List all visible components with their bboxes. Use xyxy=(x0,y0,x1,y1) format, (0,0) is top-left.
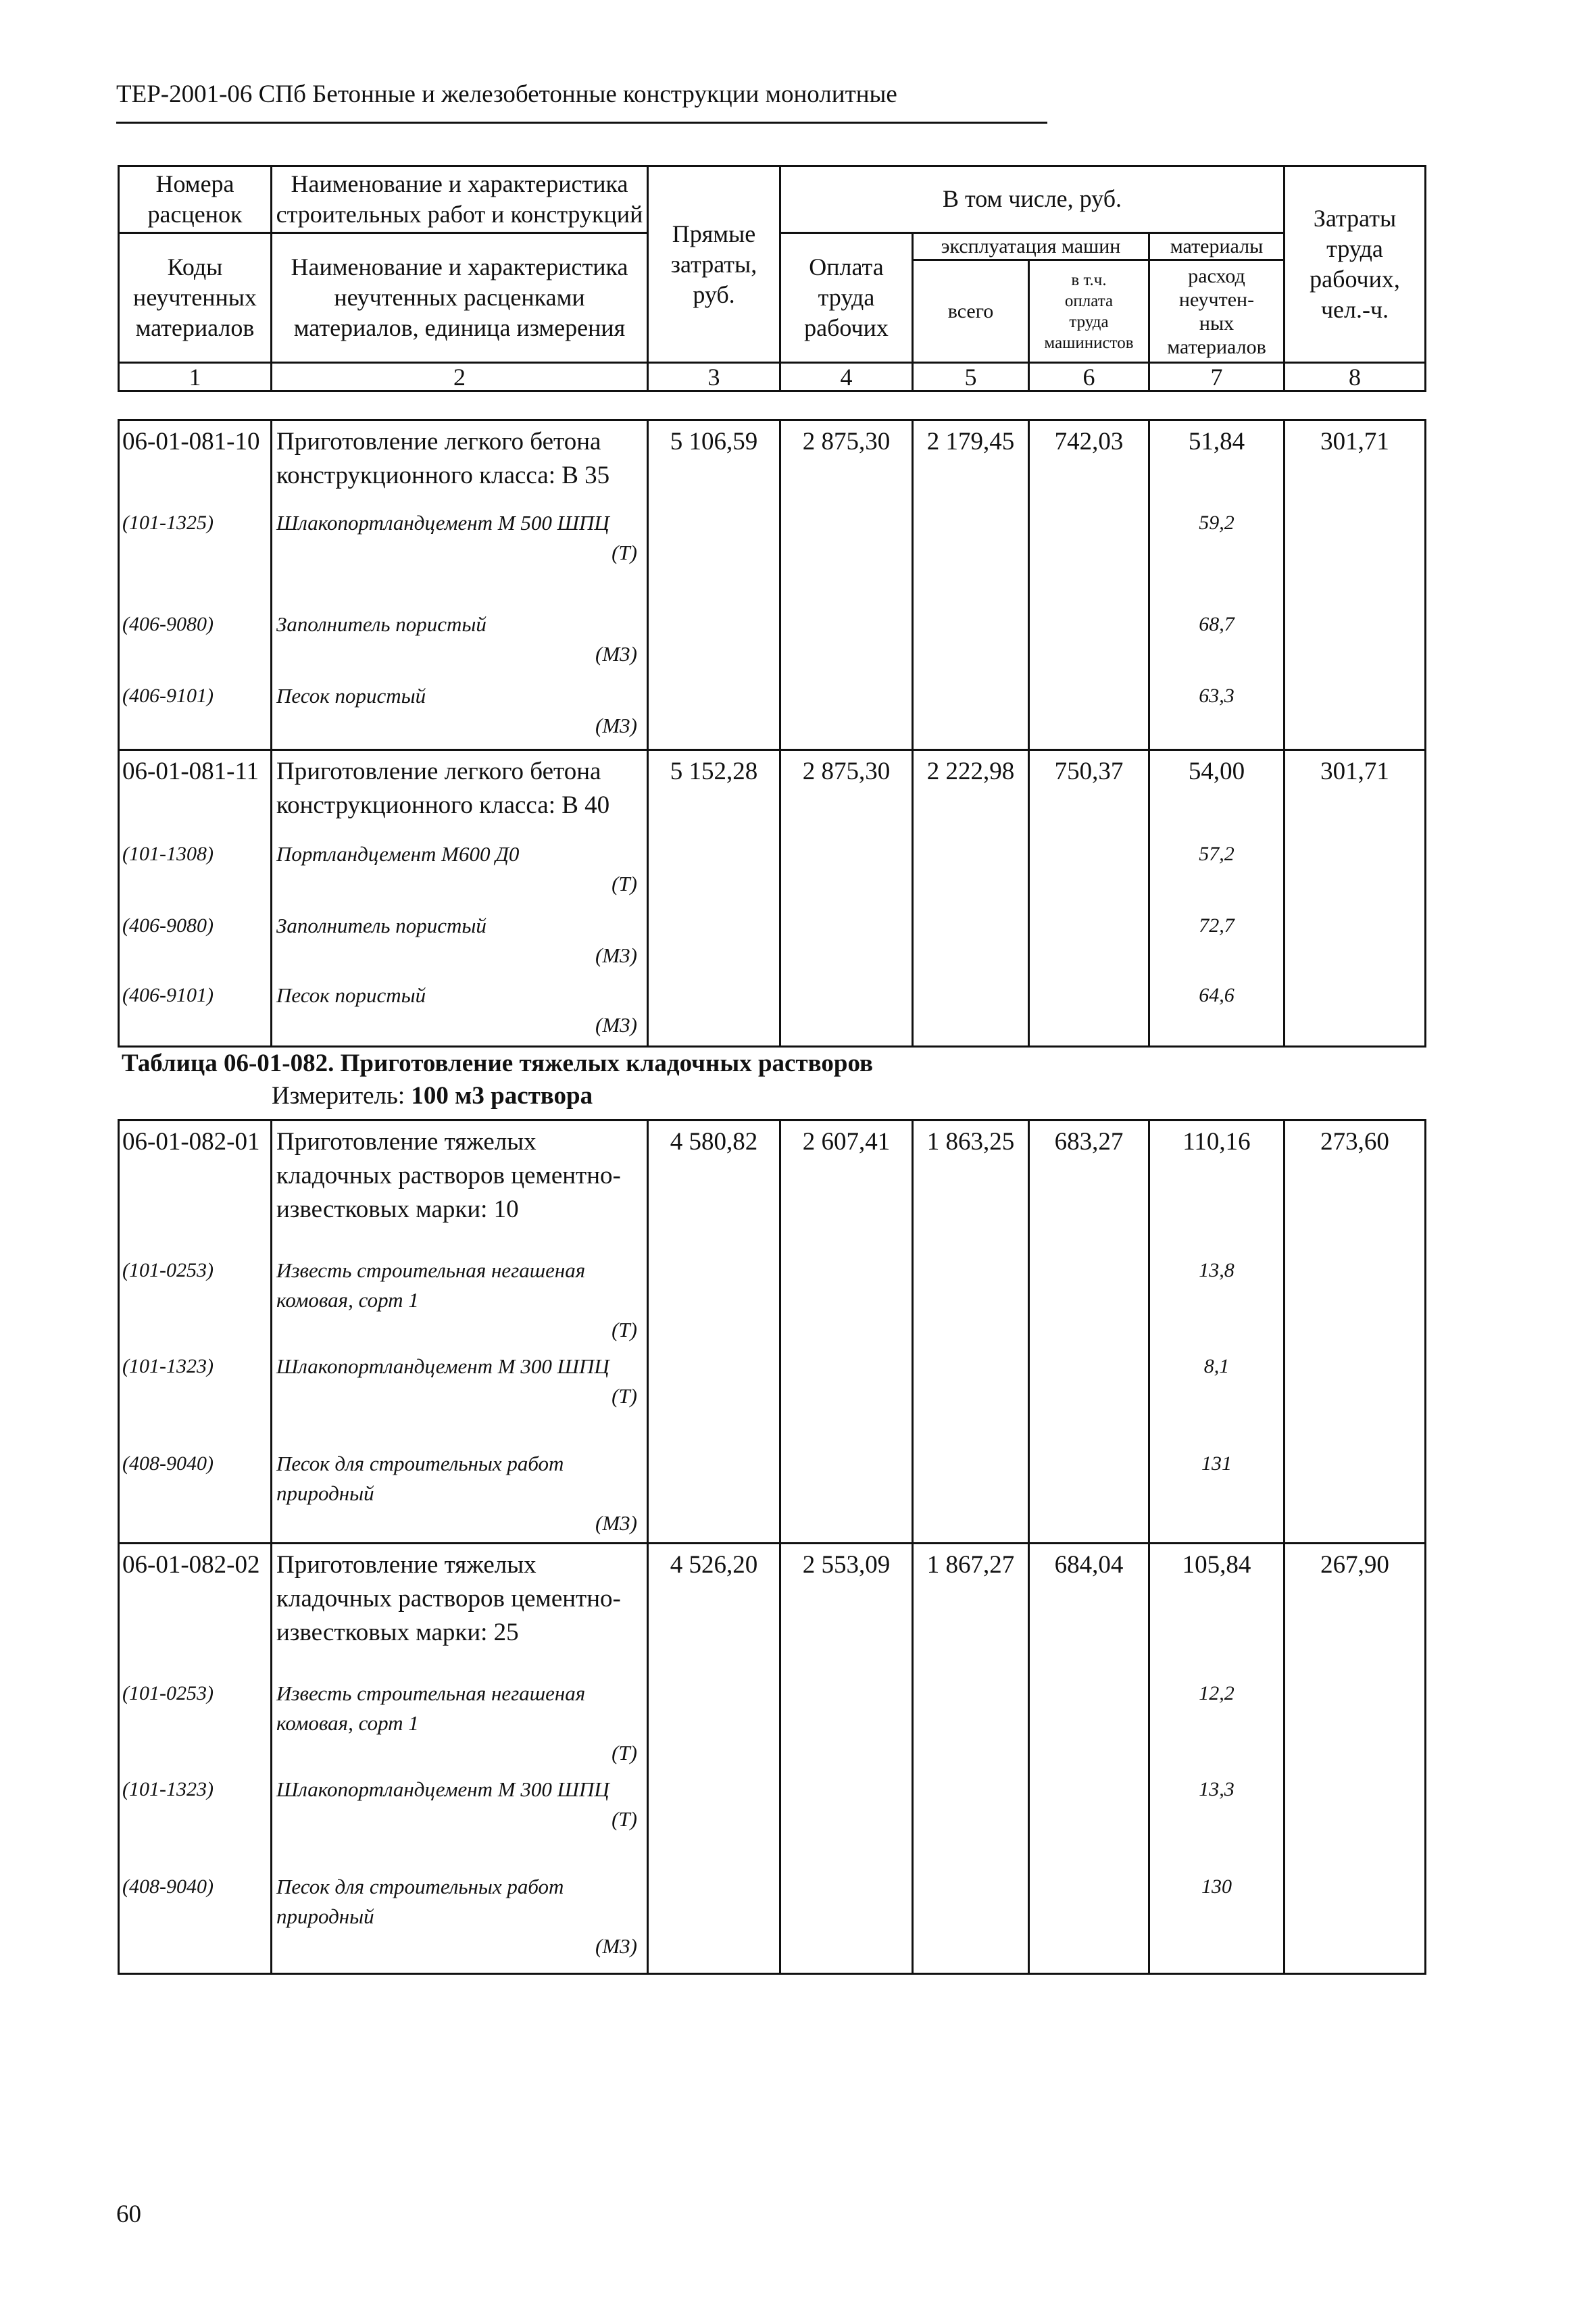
table-caption: Таблица 06-01-082. Приготовление тяжелых кладочных растворов xyxy=(122,1050,874,1077)
material-name: Шлакопортландцемент М 300 ШПЦ (Т) xyxy=(272,1775,648,1872)
materials-cost: 51,84 xyxy=(1149,420,1285,509)
material-qty: 59,2 xyxy=(1149,508,1285,610)
machines-total: 2 179,45 xyxy=(913,420,1029,509)
material-code: (101-1323) xyxy=(119,1775,272,1872)
labor-hours: 301,71 xyxy=(1285,420,1426,509)
header-work-name: Наименование и характеристика строительных работ и конструкций xyxy=(272,166,648,233)
rate-code: 06-01-082-01 xyxy=(119,1121,272,1256)
rate-code: 06-01-082-02 xyxy=(119,1544,272,1679)
document-title: ТЕР-2001-06 СПб Бетонные и железобетонные конструкции монолитные xyxy=(116,80,897,108)
rate-name: Приготовление тяжелых кладочных растворов цементно-известковых марки: 10 xyxy=(272,1121,648,1256)
material-name: Известь строительная негашеная комовая, сорт 1 (Т) xyxy=(272,1679,648,1775)
col-number: 4 xyxy=(780,363,913,391)
material-code: (101-1323) xyxy=(119,1352,272,1449)
labor-hours: 273,60 xyxy=(1285,1121,1426,1256)
materials-cost: 110,16 xyxy=(1149,1121,1285,1256)
machinist-pay: 750,37 xyxy=(1029,749,1149,839)
machinist-pay: 683,27 xyxy=(1029,1121,1149,1256)
material-qty: 72,7 xyxy=(1149,911,1285,981)
material-qty: 12,2 xyxy=(1149,1679,1285,1775)
material-qty: 13,3 xyxy=(1149,1775,1285,1872)
material-qty: 131 xyxy=(1149,1449,1285,1544)
title-underline xyxy=(116,122,1047,124)
material-name: Песок для строительных работ природный (М3) xyxy=(272,1872,648,1973)
material-name: Шлакопортландцемент М 500 ШПЦ (Т) xyxy=(272,508,648,610)
header-labor-pay: Оплата труда рабочих xyxy=(780,232,913,363)
direct-costs: 5 106,59 xyxy=(648,420,780,509)
material-name: Песок пористый (М3) xyxy=(272,981,648,1046)
machines-total: 1 867,27 xyxy=(913,1544,1029,1679)
machinist-pay: 684,04 xyxy=(1029,1544,1149,1679)
materials-cost: 105,84 xyxy=(1149,1544,1285,1679)
header-materials: материалы xyxy=(1149,232,1285,260)
header-direct-costs: Прямые затраты, руб. xyxy=(648,166,780,363)
material-qty: 63,3 xyxy=(1149,681,1285,749)
material-qty: 57,2 xyxy=(1149,839,1285,911)
col-number: 6 xyxy=(1029,363,1149,391)
labor-pay: 2 875,30 xyxy=(780,749,913,839)
table-meter: Измеритель: 100 м3 раствора xyxy=(272,1082,593,1110)
material-name: Портландцемент М600 Д0 (Т) xyxy=(272,839,648,911)
header-table xyxy=(118,165,1426,392)
header-machinist-pay: в т.ч. оплата труда машинистов xyxy=(1029,260,1149,363)
col-number: 2 xyxy=(272,363,648,391)
header-rate-numbers: Номера расценок xyxy=(119,166,272,233)
rates-table-081 xyxy=(118,419,1426,1048)
col-number: 7 xyxy=(1149,363,1285,391)
machines-total: 2 222,98 xyxy=(913,749,1029,839)
material-code: (408-9040) xyxy=(119,1872,272,1973)
material-name: Заполнитель пористый (М3) xyxy=(272,911,648,981)
header-machines: эксплуатация машин xyxy=(913,232,1149,260)
header-machines-total: всего xyxy=(913,260,1029,363)
header-labor-hours: Затраты труда рабочих, чел.-ч. xyxy=(1285,166,1426,363)
material-name: Шлакопортландцемент М 300 ШПЦ (Т) xyxy=(272,1352,648,1449)
rates-table-082 xyxy=(118,1119,1426,1975)
rate-name: Приготовление тяжелых кладочных растворов цементно-известковых марки: 25 xyxy=(272,1544,648,1679)
machinist-pay: 742,03 xyxy=(1029,420,1149,509)
rate-code: 06-01-081-10 xyxy=(119,420,272,509)
material-code: (101-0253) xyxy=(119,1679,272,1775)
material-code: (101-0253) xyxy=(119,1256,272,1352)
labor-pay: 2 553,09 xyxy=(780,1544,913,1679)
material-qty: 68,7 xyxy=(1149,610,1285,681)
material-code: (101-1308) xyxy=(119,839,272,911)
rate-code: 06-01-081-11 xyxy=(119,749,272,839)
header-unaccounted-materials: расход неучтен- ных материалов xyxy=(1149,260,1285,363)
material-qty: 130 xyxy=(1149,1872,1285,1973)
labor-hours: 267,90 xyxy=(1285,1544,1426,1679)
col-number: 1 xyxy=(119,363,272,391)
labor-pay: 2 875,30 xyxy=(780,420,913,509)
direct-costs: 4 580,82 xyxy=(648,1121,780,1256)
material-code: (406-9101) xyxy=(119,981,272,1046)
material-code: (406-9080) xyxy=(119,610,272,681)
rate-name: Приготовление легкого бетона конструкционного класса: В 35 xyxy=(272,420,648,509)
material-name: Песок для строительных работ природный (М3) xyxy=(272,1449,648,1544)
material-qty: 64,6 xyxy=(1149,981,1285,1046)
material-code: (406-9101) xyxy=(119,681,272,749)
machines-total: 1 863,25 xyxy=(913,1121,1029,1256)
material-name: Песок пористый (М3) xyxy=(272,681,648,749)
material-name: Заполнитель пористый (М3) xyxy=(272,610,648,681)
page-number: 60 xyxy=(116,2200,141,2228)
material-code: (406-9080) xyxy=(119,911,272,981)
material-qty: 13,8 xyxy=(1149,1256,1285,1352)
labor-pay: 2 607,41 xyxy=(780,1121,913,1256)
material-name: Известь строительная негашеная комовая, сорт 1 (Т) xyxy=(272,1256,648,1352)
material-code: (408-9040) xyxy=(119,1449,272,1544)
col-number: 8 xyxy=(1285,363,1426,391)
material-qty: 8,1 xyxy=(1149,1352,1285,1449)
col-number: 5 xyxy=(913,363,1029,391)
direct-costs: 4 526,20 xyxy=(648,1544,780,1679)
material-code: (101-1325) xyxy=(119,508,272,610)
header-material-codes: Коды неучтенных материалов xyxy=(119,232,272,363)
rate-name: Приготовление легкого бетона конструкционного класса: В 40 xyxy=(272,749,648,839)
materials-cost: 54,00 xyxy=(1149,749,1285,839)
header-material-names: Наименование и характеристика неучтенных расценками материалов, единица измерения xyxy=(272,232,648,363)
labor-hours: 301,71 xyxy=(1285,749,1426,839)
col-number: 3 xyxy=(648,363,780,391)
direct-costs: 5 152,28 xyxy=(648,749,780,839)
header-including-group: В том числе, руб. xyxy=(780,166,1285,233)
